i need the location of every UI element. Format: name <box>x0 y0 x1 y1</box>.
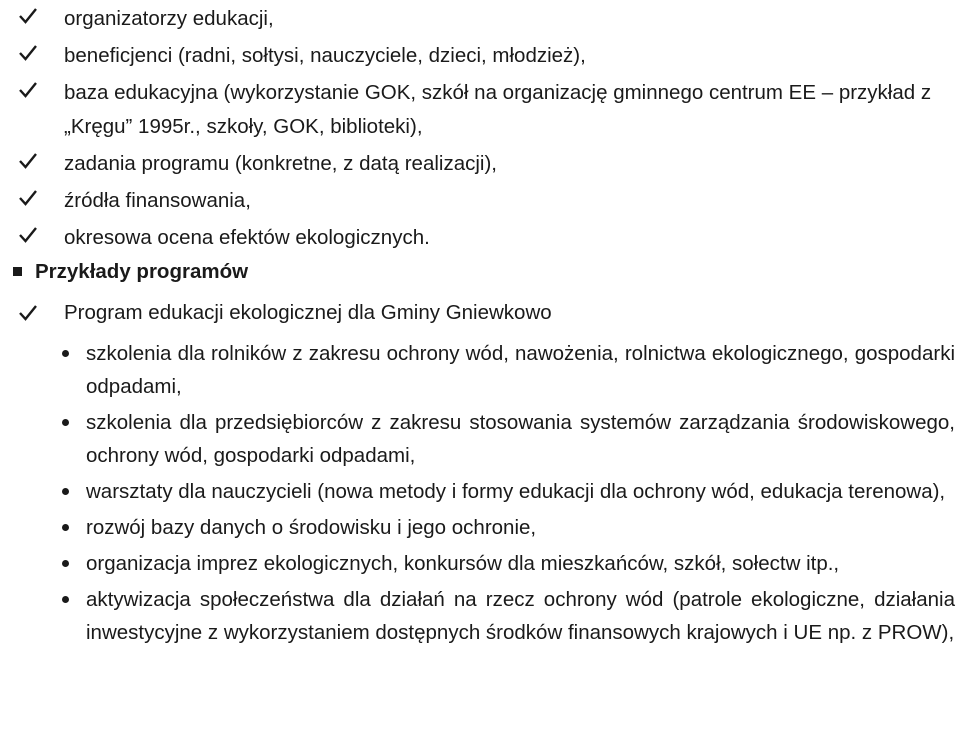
checkmark-icon <box>18 188 38 208</box>
bullet-icon <box>62 560 69 567</box>
checklist-item <box>18 0 953 37</box>
checkmark-icon <box>18 6 38 26</box>
section-title: Przykłady programów <box>35 260 249 283</box>
list-item-text: aktywizacja społeczeństwa dla działań na rzecz ochrony wód (patrole ekologiczne, działania inwestycyjne z wykorzystaniem dostępnych środków finansowych krajowych i UE np. z PROW), <box>86 588 955 644</box>
checklist <box>18 0 953 256</box>
bullet-icon <box>62 596 69 603</box>
list-item <box>62 583 955 649</box>
list-item <box>62 406 955 472</box>
list-item <box>62 475 955 508</box>
checklist-item-text: beneficjenci (radni, sołtysi, nauczyciele, dzieci, młodzież), <box>64 44 586 67</box>
bullet-icon <box>62 419 69 426</box>
checkmark-icon <box>18 80 38 100</box>
checkmark-icon <box>18 151 38 171</box>
checklist-item-text: zadania programu (konkretne, z datą realizacji), <box>64 152 497 175</box>
checklist-item <box>18 182 953 219</box>
list-item <box>62 337 955 403</box>
bullet-icon <box>62 524 69 531</box>
bullet-icon <box>62 350 69 357</box>
program-title: Program edukacji ekologicznej dla Gminy Gniewkowo <box>64 301 552 324</box>
list-item-text: szkolenia dla przedsiębiorców z zakresu stosowania systemów zarządzania środowiskowego, ochrony wód, gospodarki odpadami, <box>86 411 955 467</box>
list-item <box>62 547 955 580</box>
checklist-item-text: baza edukacyjna (wykorzystanie GOK, szkół na organizację gminnego centrum EE – przykład z „Kręgu” 1995r., szkoły, GOK, biblioteki), <box>64 81 932 138</box>
checklist-item-text: okresowa ocena efektów ekologicznych. <box>64 226 430 249</box>
checkmark-icon <box>18 43 38 63</box>
checkmark-icon <box>18 225 38 245</box>
list-item-text: rozwój bazy danych o środowisku i jego ochronie, <box>86 516 537 539</box>
list-item-text: warsztaty dla nauczycieli (nowa metody i formy edukacji dla ochrony wód, edukacja terenowa), <box>86 480 946 503</box>
list-item-text: organizacja imprez ekologicznych, konkursów dla mieszkańców, szkół, sołectw itp., <box>86 552 840 575</box>
checklist-item <box>18 145 953 182</box>
square-bullet-icon <box>13 267 22 276</box>
checklist-item-text: źródła finansowania, <box>64 189 251 212</box>
checklist-item <box>18 74 953 145</box>
list-item-text: szkolenia dla rolników z zakresu ochrony wód, nawożenia, rolnictwa ekologicznego, gospodarki odpadami, <box>86 342 955 398</box>
list-item <box>62 511 955 544</box>
checklist-item <box>18 37 953 74</box>
program-heading <box>18 296 953 330</box>
checklist-item <box>18 219 953 256</box>
bullet-list <box>62 337 955 652</box>
checklist-item-text: organizatorzy edukacji, <box>64 7 274 30</box>
bullet-icon <box>62 488 69 495</box>
checkmark-icon <box>18 303 38 323</box>
